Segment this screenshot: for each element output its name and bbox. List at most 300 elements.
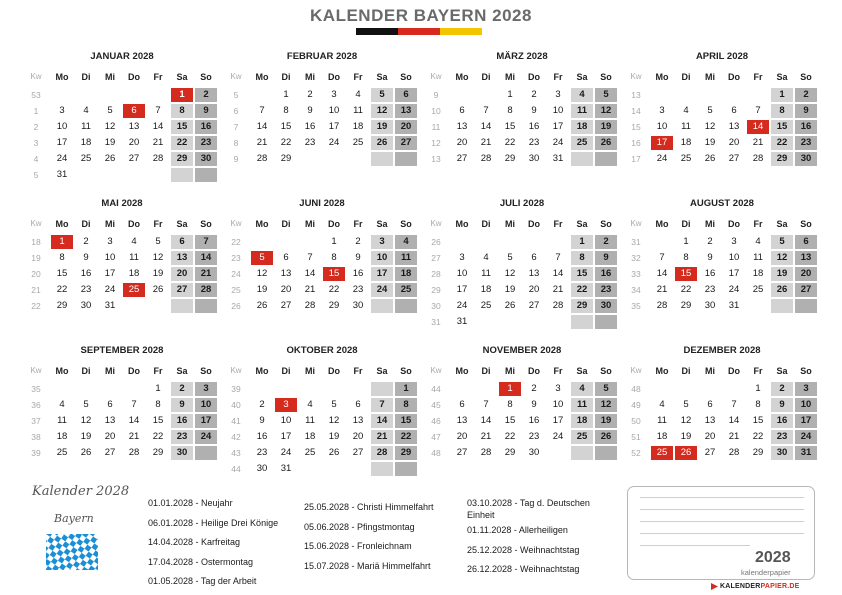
day-cell: 8 (683, 252, 689, 263)
week-row (27, 136, 217, 151)
day-cell: 15 (675, 267, 697, 281)
day-cell: 20 (795, 267, 817, 281)
month-calendar (627, 198, 817, 338)
weekday-label: Di (281, 366, 291, 376)
day-cell: 28 (371, 446, 393, 460)
weekday-label: Fr (553, 72, 563, 82)
day-cell: 25 (352, 137, 364, 148)
empty-day-cell (451, 235, 473, 249)
empty-day-cell (275, 235, 297, 249)
week-number: 31 (431, 317, 441, 327)
empty-day-cell (595, 446, 617, 460)
empty-day-cell (595, 315, 617, 329)
day-cell: 10 (371, 251, 393, 265)
day-cell: 23 (256, 447, 268, 458)
day-cell: 25 (480, 300, 492, 311)
weekday-label: Mi (505, 219, 515, 229)
day-cell: 12 (371, 104, 393, 118)
day-cell: 18 (80, 137, 92, 148)
day-cell: 11 (129, 252, 139, 263)
empty-day-cell (571, 315, 593, 329)
week-number: 27 (431, 253, 441, 263)
day-cell: 10 (552, 399, 564, 410)
day-cell: 18 (680, 137, 692, 148)
day-cell: 11 (81, 121, 91, 132)
day-cell: 22 (571, 283, 593, 297)
week-number-header: Kw (230, 72, 242, 81)
week-number: 51 (631, 432, 641, 442)
day-cell: 3 (795, 382, 817, 396)
day-cell: 23 (352, 284, 364, 295)
day-cell: 17 (456, 284, 468, 295)
empty-day-cell (323, 462, 345, 476)
day-cell: 20 (280, 284, 292, 295)
weekday-label: Sa (776, 366, 788, 376)
day-cell: 8 (59, 252, 65, 263)
empty-day-cell (651, 235, 673, 249)
day-cell: 24 (795, 430, 817, 444)
month-calendar (27, 345, 217, 485)
week-number: 29 (431, 285, 441, 295)
day-cell: 8 (283, 105, 289, 116)
day-cell: 20 (352, 431, 364, 442)
day-cell: 16 (171, 414, 193, 428)
day-cell: 21 (728, 431, 740, 442)
day-cell: 9 (307, 105, 313, 116)
week-number-header: Kw (30, 219, 42, 228)
day-cell: 31 (552, 153, 564, 164)
day-cell: 8 (507, 105, 513, 116)
holiday-list-2 (304, 501, 459, 579)
weekday-label: Fr (153, 219, 163, 229)
day-cell: 29 (680, 300, 692, 311)
day-cell: 13 (395, 104, 417, 118)
day-cell: 4 (755, 236, 761, 247)
weekday-label: Sa (376, 219, 388, 229)
empty-day-cell (347, 462, 369, 476)
day-cell: 26 (771, 283, 793, 297)
day-cell: 5 (595, 88, 617, 102)
weekday-label: Mo (55, 72, 69, 82)
empty-day-cell (99, 382, 121, 396)
brand-accent: PAPIER.DE (760, 583, 800, 590)
empty-day-cell (571, 152, 593, 166)
week-row (627, 283, 817, 298)
notes-year: 2028 (755, 549, 791, 566)
week-number-header: Kw (430, 72, 442, 81)
holiday-entry: 06.01.2028 - Heilige Drei Könige (148, 517, 279, 528)
weekday-label: Mi (505, 366, 515, 376)
day-cell: 14 (304, 268, 316, 279)
weekday-label: Mi (305, 72, 315, 82)
day-cell: 7 (131, 399, 137, 410)
day-cell: 18 (480, 284, 492, 295)
day-cell: 29 (56, 300, 68, 311)
day-cell: 2 (531, 383, 537, 394)
empty-day-cell (99, 168, 121, 182)
day-cell: 20 (704, 431, 716, 442)
day-cell: 12 (256, 268, 268, 279)
weekday-label: Di (81, 72, 91, 82)
empty-day-cell (371, 382, 393, 396)
day-cell: 26 (104, 153, 116, 164)
day-cell: 28 (728, 447, 740, 458)
empty-day-cell (323, 382, 345, 396)
weekday-label: So (400, 366, 412, 376)
day-cell: 21 (128, 431, 140, 442)
week-row (227, 235, 417, 250)
day-cell: 19 (104, 137, 116, 148)
day-cell: 10 (280, 415, 292, 426)
empty-day-cell (123, 88, 145, 102)
day-cell: 1 (171, 88, 193, 102)
week-row (427, 152, 617, 167)
day-cell: 12 (680, 415, 692, 426)
day-cell: 2 (531, 89, 537, 100)
weekday-label: So (200, 366, 212, 376)
weekday-label: Fr (353, 72, 363, 82)
empty-day-cell (147, 88, 169, 102)
weekday-label: Mo (655, 219, 669, 229)
day-cell: 15 (771, 120, 793, 134)
day-cell: 30 (795, 152, 817, 166)
day-cell: 10 (328, 105, 340, 116)
day-cell: 23 (771, 430, 793, 444)
empty-day-cell (723, 88, 745, 102)
day-cell: 19 (595, 414, 617, 428)
day-cell: 24 (280, 447, 292, 458)
week-number: 37 (31, 416, 41, 426)
week-number: 5 (33, 170, 39, 180)
week-row (27, 414, 217, 429)
day-cell: 16 (80, 268, 92, 279)
empty-day-cell (547, 315, 569, 329)
day-cell: 29 (280, 153, 292, 164)
day-cell: 23 (304, 137, 316, 148)
day-cell: 11 (681, 121, 691, 132)
brand-logo-icon (711, 583, 718, 590)
week-number: 4 (33, 154, 39, 164)
day-cell: 6 (707, 399, 713, 410)
holiday-entry: 15.07.2028 - Mariä Himmelfahrt (304, 560, 431, 571)
empty-day-cell (123, 299, 145, 313)
day-cell: 8 (171, 104, 193, 118)
week-row (627, 152, 817, 167)
day-cell: 5 (707, 105, 713, 116)
week-number: 44 (231, 464, 241, 474)
day-cell: 10 (795, 398, 817, 412)
day-cell: 10 (552, 105, 564, 116)
day-cell: 13 (528, 268, 540, 279)
weekday-label: Mo (455, 366, 469, 376)
day-cell: 20 (528, 284, 540, 295)
weekday-label: Do (128, 219, 140, 229)
day-cell: 21 (480, 431, 492, 442)
week-number: 39 (31, 448, 41, 458)
empty-day-cell (771, 299, 793, 313)
empty-day-cell (571, 446, 593, 460)
week-row (427, 430, 617, 445)
weekday-label: Di (81, 219, 91, 229)
day-cell: 31 (795, 446, 817, 460)
week-number: 35 (31, 384, 41, 394)
week-number-header: Kw (30, 366, 42, 375)
weekday-label: Fr (753, 72, 763, 82)
day-cell: 10 (456, 268, 468, 279)
day-cell: 20 (728, 137, 740, 148)
weekday-label: Mi (705, 72, 715, 82)
month-title: JULI 2028 (499, 198, 545, 209)
day-cell: 30 (195, 152, 217, 166)
day-cell: 7 (195, 235, 217, 249)
weekday-header (427, 217, 617, 231)
day-cell: 13 (795, 251, 817, 265)
germany-flag-bar (356, 28, 482, 35)
week-row (627, 120, 817, 135)
empty-day-cell (195, 446, 217, 460)
week-number: 47 (431, 432, 441, 442)
weekday-label: Di (681, 219, 691, 229)
day-cell: 19 (771, 267, 793, 281)
empty-day-cell (299, 462, 321, 476)
week-number: 36 (31, 400, 41, 410)
week-row (27, 104, 217, 119)
week-number: 1 (33, 106, 39, 116)
day-cell: 2 (171, 382, 193, 396)
day-cell: 5 (595, 382, 617, 396)
day-cell: 2 (795, 88, 817, 102)
weekday-label: Do (328, 366, 340, 376)
week-number: 32 (631, 253, 641, 263)
day-cell: 10 (104, 252, 116, 263)
day-cell: 11 (571, 104, 593, 118)
week-number: 31 (631, 237, 641, 247)
day-cell: 6 (531, 252, 537, 263)
empty-day-cell (251, 235, 273, 249)
day-cell: 17 (651, 136, 673, 150)
day-cell: 18 (304, 431, 316, 442)
day-cell: 9 (531, 399, 537, 410)
weekday-label: Mo (655, 366, 669, 376)
day-cell: 6 (283, 252, 289, 263)
weekday-label: Mo (255, 366, 269, 376)
empty-day-cell (75, 382, 97, 396)
week-number: 6 (233, 106, 239, 116)
day-cell: 14 (371, 414, 393, 428)
day-cell: 23 (171, 430, 193, 444)
weekday-label: Sa (576, 366, 588, 376)
month-calendar (227, 51, 417, 191)
empty-day-cell (195, 299, 217, 313)
week-row (227, 104, 417, 119)
day-cell: 25 (571, 136, 593, 150)
day-cell: 4 (307, 399, 313, 410)
holiday-entry: 05.06.2028 - Pfingstmontag (304, 521, 415, 532)
day-cell: 19 (704, 137, 716, 148)
week-number: 48 (431, 448, 441, 458)
day-cell: 12 (595, 104, 617, 118)
day-cell: 8 (771, 104, 793, 118)
week-number: 26 (231, 301, 241, 311)
day-cell: 5 (331, 399, 337, 410)
weekday-label: So (400, 72, 412, 82)
day-cell: 18 (56, 431, 68, 442)
day-cell: 25 (395, 283, 417, 297)
empty-day-cell (171, 299, 193, 313)
week-number: 49 (631, 400, 641, 410)
day-cell: 20 (456, 431, 468, 442)
week-number: 33 (631, 269, 641, 279)
week-row (227, 152, 417, 167)
weekday-label: Do (528, 72, 540, 82)
day-cell: 4 (355, 89, 361, 100)
weekday-label: Mo (455, 72, 469, 82)
empty-day-cell (523, 315, 545, 329)
month-calendar (627, 51, 817, 191)
day-cell: 8 (395, 398, 417, 412)
month-calendar (227, 345, 417, 485)
week-row (427, 120, 617, 135)
day-cell: 28 (152, 153, 164, 164)
day-cell: 30 (352, 300, 364, 311)
brand-main: KALENDER (720, 583, 761, 590)
weekday-label: Sa (176, 219, 188, 229)
day-cell: 9 (771, 398, 793, 412)
day-cell: 28 (195, 283, 217, 297)
day-cell: 17 (280, 431, 292, 442)
week-number: 7 (233, 122, 239, 132)
day-cell: 29 (571, 299, 593, 313)
empty-day-cell (395, 152, 417, 166)
day-cell: 7 (755, 105, 761, 116)
day-cell: 17 (104, 268, 116, 279)
empty-day-cell (699, 382, 721, 396)
day-cell: 11 (657, 415, 667, 426)
day-cell: 7 (731, 399, 737, 410)
day-cell: 21 (371, 430, 393, 444)
weekday-label: Do (328, 72, 340, 82)
day-cell: 4 (659, 399, 665, 410)
day-cell: 30 (771, 446, 793, 460)
empty-day-cell (475, 315, 497, 329)
weekday-label: Do (328, 219, 340, 229)
day-cell: 30 (528, 447, 540, 458)
weekday-label: So (800, 72, 812, 82)
day-cell: 14 (656, 268, 668, 279)
week-number: 19 (31, 253, 41, 263)
month-calendar (627, 345, 817, 485)
week-row (27, 430, 217, 445)
month-title: MÄRZ 2028 (496, 51, 548, 62)
day-cell: 27 (728, 153, 740, 164)
day-cell: 25 (80, 153, 92, 164)
weekday-header (27, 364, 217, 378)
day-cell: 3 (555, 383, 561, 394)
empty-day-cell (523, 235, 545, 249)
weekday-label: Mi (305, 219, 315, 229)
day-cell: 17 (195, 414, 217, 428)
day-cell: 6 (107, 399, 113, 410)
day-cell: 11 (57, 415, 67, 426)
week-row (227, 299, 417, 314)
weekday-label: Do (728, 72, 740, 82)
day-cell: 14 (728, 415, 740, 426)
weekday-label: Mi (705, 366, 715, 376)
day-cell: 5 (83, 399, 89, 410)
day-cell: 15 (323, 267, 345, 281)
weekday-label: Mi (105, 219, 115, 229)
day-cell: 12 (80, 415, 92, 426)
day-cell: 16 (704, 268, 716, 279)
week-number: 21 (31, 285, 41, 295)
week-row (27, 120, 217, 135)
week-row (227, 283, 417, 298)
week-number-header: Kw (30, 72, 42, 81)
day-cell: 24 (728, 284, 740, 295)
day-cell: 4 (131, 236, 137, 247)
holiday-entry: 17.04.2028 - Ostermontag (148, 556, 254, 567)
week-row (627, 267, 817, 282)
weekday-header (627, 70, 817, 84)
day-cell: 14 (195, 251, 217, 265)
note-line (640, 521, 804, 522)
brand-subtitle: kalenderpapier (741, 568, 791, 577)
day-cell: 27 (352, 447, 364, 458)
day-cell: 5 (107, 105, 113, 116)
weekday-label: Do (128, 366, 140, 376)
day-cell: 27 (128, 153, 140, 164)
weekday-header (227, 217, 417, 231)
day-cell: 27 (280, 300, 292, 311)
day-cell: 6 (123, 104, 145, 118)
day-cell: 23 (80, 284, 92, 295)
empty-day-cell (75, 88, 97, 102)
day-cell: 1 (395, 382, 417, 396)
day-cell: 17 (328, 121, 340, 132)
holiday-list-1 (148, 497, 298, 595)
day-cell: 25 (56, 447, 68, 458)
day-cell: 23 (195, 136, 217, 150)
week-number-header: Kw (430, 366, 442, 375)
day-cell: 16 (256, 431, 268, 442)
week-row (627, 104, 817, 119)
day-cell: 20 (395, 120, 417, 134)
empty-day-cell (99, 88, 121, 102)
day-cell: 3 (659, 105, 665, 116)
week-row (27, 283, 217, 298)
week-row (227, 414, 417, 429)
day-cell: 30 (595, 299, 617, 313)
holiday-entry: 15.06.2028 - Fronleichnam (304, 541, 412, 551)
weekday-header (627, 217, 817, 231)
weekday-label: Di (81, 366, 91, 376)
week-number: 48 (631, 384, 641, 394)
day-cell: 18 (571, 414, 593, 428)
day-cell: 1 (331, 236, 337, 247)
day-cell: 12 (771, 251, 793, 265)
day-cell: 15 (752, 415, 764, 426)
empty-day-cell (451, 382, 473, 396)
day-cell: 26 (595, 430, 617, 444)
day-cell: 26 (152, 284, 164, 295)
day-cell: 5 (507, 252, 513, 263)
day-cell: 27 (171, 283, 193, 297)
day-cell: 20 (128, 137, 140, 148)
day-cell: 4 (571, 382, 593, 396)
day-cell: 17 (728, 268, 740, 279)
day-cell: 22 (504, 137, 516, 148)
week-number: 5 (233, 90, 239, 100)
